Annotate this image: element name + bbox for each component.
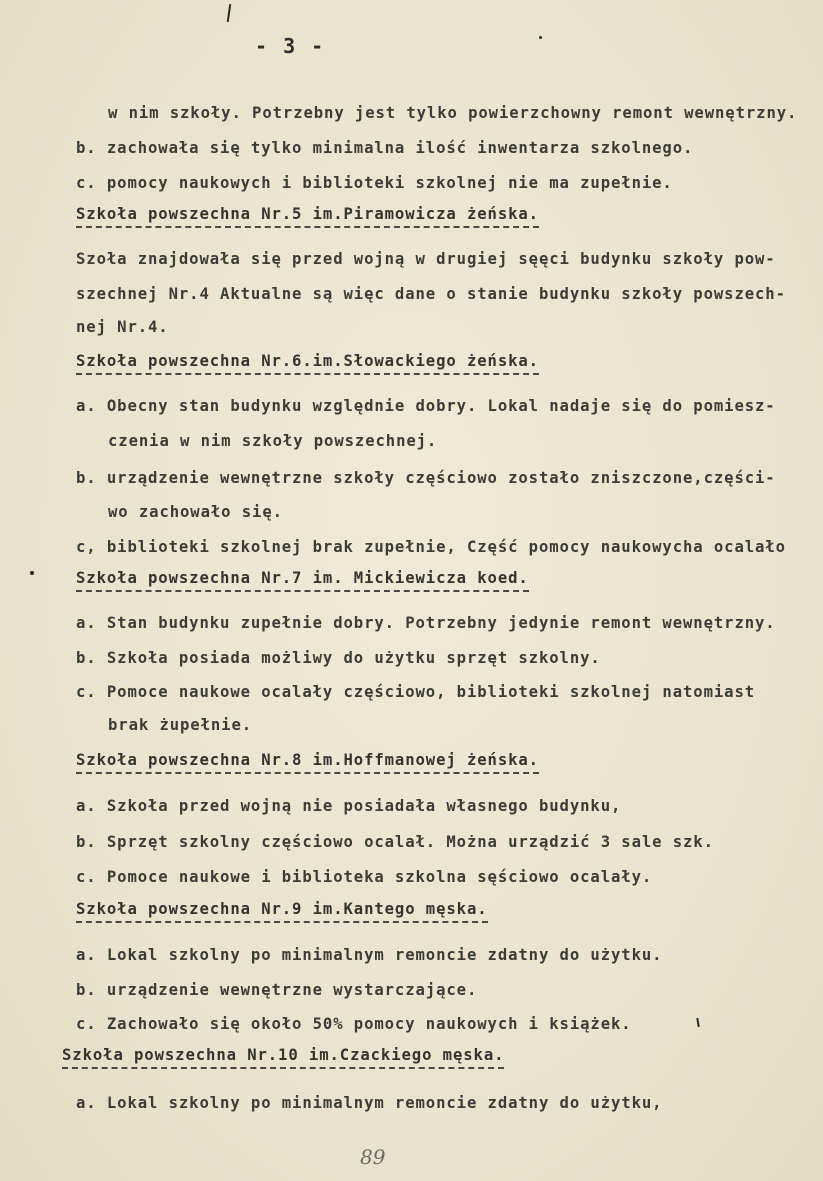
text-line: c, biblioteki szkolnej brak zupełnie, Część pomocy naukowycha ocalało — [76, 538, 786, 556]
ink-dot — [539, 36, 542, 39]
pen-mark — [227, 4, 231, 22]
text-line: c. Pomoce naukowe ocalały częściowo, biblioteki szkolnej natomiast — [76, 683, 756, 701]
section-heading: Szkoła powszechna Nr.9 im.Kantego męska. — [76, 900, 488, 923]
text-line: a. Lokal szkolny po minimalnym remoncie zdatny do użytku. — [76, 946, 663, 964]
text-line: a. Obecny stan budynku względnie dobry. Lokal nadaje się do pomiesz- — [76, 397, 776, 415]
text-line: szechnej Nr.4 Aktualne są więc dane o stanie budynku szkoły powszech- — [76, 285, 786, 303]
text-line: Szoła znajdowała się przed wojną w drugiej sęęci budynku szkoły pow- — [76, 250, 776, 268]
text-line: a. Szkoła przed wojną nie posiadała własnego budynku, — [76, 797, 622, 815]
text-line: b. zachowała się tylko minimalna ilość inwentarza szkolnego. — [76, 139, 694, 157]
section-heading: Szkoła powszechna Nr.5 im.Piramowicza żeńska. — [76, 205, 539, 228]
section-heading: Szkoła powszechna Nr.10 im.Czackiego męska. — [62, 1046, 504, 1069]
text-line: brak żupełnie. — [108, 716, 253, 734]
text-line: c. pomocy naukowych i biblioteki szkolnej nie ma zupełnie. — [76, 174, 673, 192]
text-line: b. Sprzęt szkolny częściowo ocalał. Można urządzić 3 sale szk. — [76, 833, 714, 851]
text-line: b. urządzenie wewnętrzne wystarczające. — [76, 981, 478, 999]
text-line: czenia w nim szkoły powszechnej. — [108, 432, 438, 450]
text-line: nej Nr.4. — [76, 318, 169, 336]
text-line: c. Zachowało się około 50% pomocy naukowych i książek. — [76, 1015, 632, 1033]
page-number: - 3 - — [255, 34, 326, 58]
section-heading: Szkoła powszechna Nr.6.im.Słowackiego żeńska. — [76, 352, 539, 375]
text-line: w nim szkoły. Potrzebny jest tylko powierzchowny remont wewnętrzny. — [108, 104, 798, 122]
ink-dot — [30, 571, 34, 575]
folio-number: 89 — [360, 1145, 386, 1169]
text-line: b. urządzenie wewnętrzne szkoły częściowo zostało zniszczone,części- — [76, 469, 776, 487]
section-heading: Szkoła powszechna Nr.7 im. Mickiewicza koed. — [76, 569, 529, 592]
text-line: c. Pomoce naukowe i biblioteka szkolna sęściowo ocalały. — [76, 868, 653, 886]
text-line: a. Stan budynku zupełnie dobry. Potrzebny jedynie remont wewnętrzny. — [76, 614, 776, 632]
text-line: b. Szkoła posiada możliwy do użytku sprzęt szkolny. — [76, 649, 601, 667]
section-heading: Szkoła powszechna Nr.8 im.Hoffmanowej żeńska. — [76, 751, 539, 774]
text-line: wo zachowało się. — [108, 503, 283, 521]
text-line: a. Lokal szkolny po minimalnym remoncie zdatny do użytku, — [76, 1094, 663, 1112]
pen-mark — [696, 1018, 700, 1027]
